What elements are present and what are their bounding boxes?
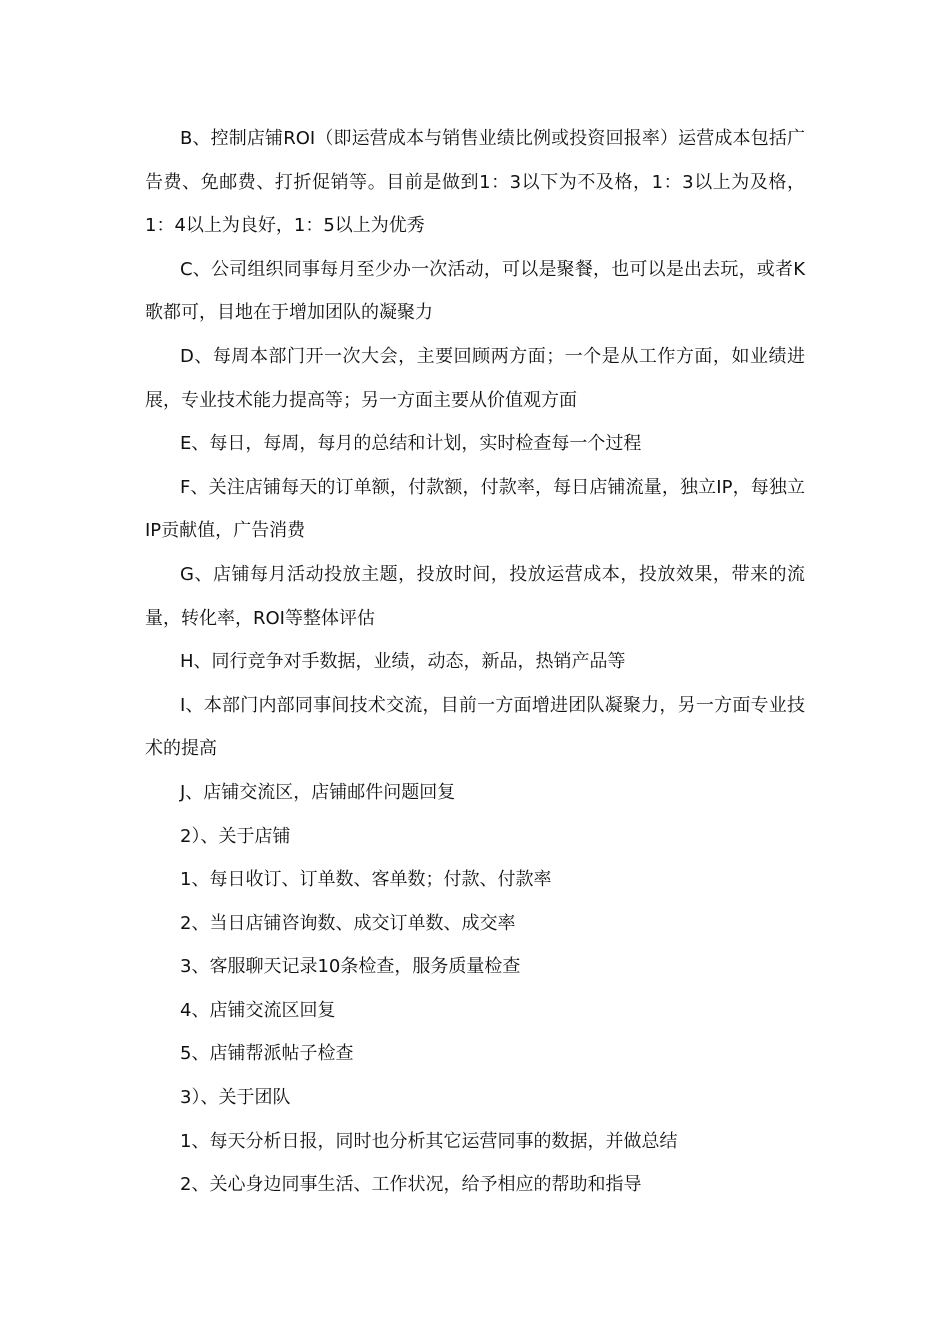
section-heading-team: 3）、关于团队 — [180, 1087, 291, 1109]
document-body — [145, 117, 805, 1207]
store-item-2: 2、当日店铺咨询数、成交订单数、成交率 — [180, 912, 516, 934]
paragraph-c-team-activity: C、公司组织同事每月至少办一次活动，可以是聚餐，也可以是出去玩，或者K歌都可，目地在于增加团队的凝聚力 — [145, 258, 805, 324]
section-heading-store: 2）、关于店铺 — [180, 825, 291, 847]
paragraph-d-weekly-meeting: D、每周本部门开一次大会，主要回顾两方面；一个是从工作方面，如业绩进展，专业技术能力提高等；另一方面主要从价值观方面 — [145, 345, 805, 411]
store-item-5: 5、店铺帮派帖子检查 — [180, 1043, 354, 1065]
paragraph-f-store-metrics: F、关注店铺每天的订单额，付款额，付款率，每日店铺流量，独立IP，每独立IP贡献值，广告消费 — [145, 476, 805, 542]
paragraph-h-competitors: H、同行竞争对手数据，业绩，动态，新品，热销产品等 — [180, 651, 626, 673]
paragraph-e-summary-plan: E、每日，每周，每月的总结和计划，实时检查每一个过程 — [180, 433, 642, 455]
paragraph-i-tech-exchange: I、本部门内部同事间技术交流，目前一方面增进团队凝聚力，另一方面专业技术的提高 — [145, 694, 805, 760]
paragraph-g-monthly-campaign: G、店铺每月活动投放主题，投放时间，投放运营成本，投放效果，带来的流量，转化率，ROI等整体评估 — [145, 563, 805, 629]
team-item-2: 2、关心身边同事生活、工作状况，给予相应的帮助和指导 — [180, 1174, 642, 1196]
store-item-4: 4、店铺交流区回复 — [180, 999, 336, 1021]
paragraph-j-store-replies: J、店铺交流区，店铺邮件问题回复 — [180, 781, 456, 803]
paragraph-b-roi: B、控制店铺ROI（即运营成本与销售业绩比例或投资回报率）运营成本包括广告费、免邮费、打折促销等。目前是做到1：3以下为不及格，1：3以上为及格，1：4以上为良好，1：5以上为优秀 — [145, 128, 805, 237]
store-item-3: 3、客服聊天记录10条检查，服务质量检查 — [180, 956, 521, 978]
store-item-1: 1、每日收订、订单数、客单数；付款、付款率 — [180, 869, 552, 891]
team-item-1: 1、每天分析日报，同时也分析其它运营同事的数据，并做总结 — [180, 1130, 678, 1152]
